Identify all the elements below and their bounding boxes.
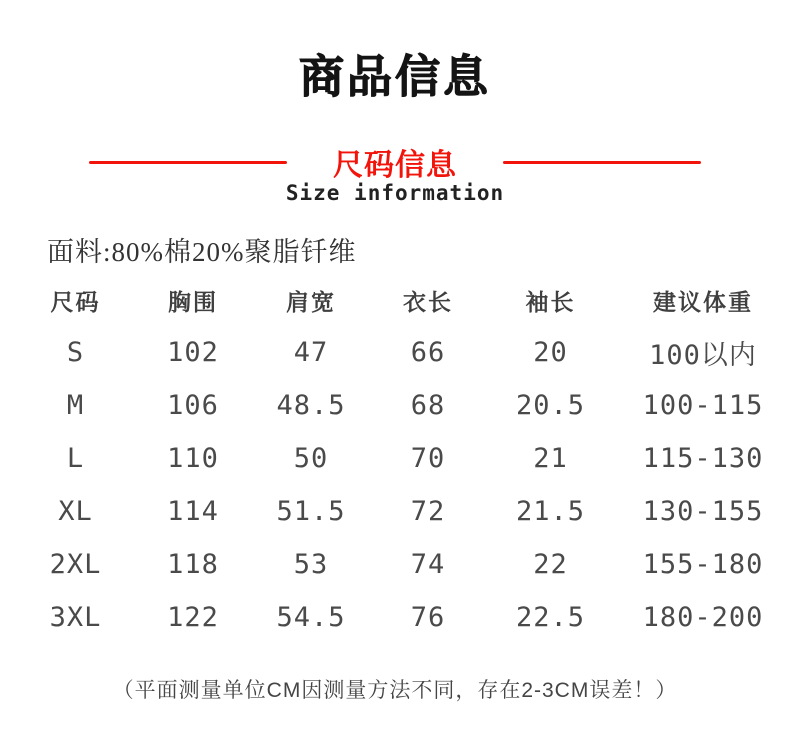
table-row-m — [0, 379, 790, 432]
table-cell: 54.5 — [276, 602, 346, 633]
table-cell: 22 — [533, 549, 568, 580]
column-header-length: 衣长 — [403, 288, 453, 315]
left-divider-line — [89, 161, 287, 164]
table-cell: M — [66, 390, 85, 421]
column-header-chest: 胸围 — [168, 288, 218, 315]
table-cell: 110 — [167, 443, 219, 474]
table-cell: 53 — [293, 549, 329, 580]
column-header-size: 尺码 — [50, 288, 101, 315]
table-cell: S — [66, 337, 85, 368]
table-cell: 2XL — [49, 549, 102, 580]
table-cell: L — [66, 443, 85, 474]
size-section-title-cn: 尺码信息 — [333, 149, 457, 182]
size-table-header-row — [0, 274, 790, 326]
table-cell: 3XL — [49, 602, 102, 633]
table-cell: 20 — [533, 337, 568, 368]
table-cell: 51.5 — [276, 496, 346, 527]
table-cell: 50 — [293, 443, 329, 474]
page-title: 商品信息 — [298, 51, 491, 102]
table-cell: 100以内 — [649, 340, 757, 371]
column-header-weight: 建议体重 — [653, 288, 753, 315]
table-cell: 74 — [410, 549, 446, 580]
column-header-shoulder: 肩宽 — [286, 288, 336, 315]
table-cell: 21.5 — [515, 496, 586, 527]
right-divider-line — [503, 161, 701, 164]
table-row-s — [0, 326, 790, 379]
table-cell: 21 — [533, 443, 568, 474]
table-cell: 47 — [293, 337, 329, 368]
table-row-2xl — [0, 538, 790, 591]
size-section-header — [0, 140, 790, 184]
size-table — [0, 274, 790, 644]
table-cell: 76 — [410, 602, 446, 633]
table-cell: 130-155 — [642, 496, 764, 527]
table-row-3xl — [0, 591, 790, 644]
table-cell: 48.5 — [276, 390, 346, 421]
table-cell: 122 — [167, 602, 219, 633]
table-cell: 114 — [167, 496, 219, 527]
table-cell: 118 — [167, 549, 219, 580]
table-cell: 66 — [410, 337, 446, 368]
table-row-xl — [0, 485, 790, 538]
column-header-sleeve: 袖长 — [525, 288, 576, 315]
table-cell: 70 — [410, 443, 446, 474]
table-cell: 20.5 — [515, 390, 586, 421]
table-cell: 100-115 — [642, 390, 764, 421]
table-cell: 106 — [167, 390, 219, 421]
table-cell: 22.5 — [515, 602, 586, 633]
table-cell: XL — [58, 496, 93, 527]
table-cell: 68 — [410, 390, 446, 421]
table-cell: 102 — [167, 337, 219, 368]
table-cell: 180-200 — [642, 602, 764, 633]
size-section-title-en: Size information — [285, 181, 505, 205]
measurement-note: （平面测量单位CM因测量方法不同，存在2-3CM误差！） — [112, 679, 678, 702]
table-row-l — [0, 432, 790, 485]
table-cell: 155-180 — [642, 549, 764, 580]
table-cell: 72 — [410, 496, 446, 527]
table-cell: 115-130 — [642, 443, 764, 474]
fabric-info: 面料:80%棉20%聚脂钎维 — [47, 237, 357, 267]
